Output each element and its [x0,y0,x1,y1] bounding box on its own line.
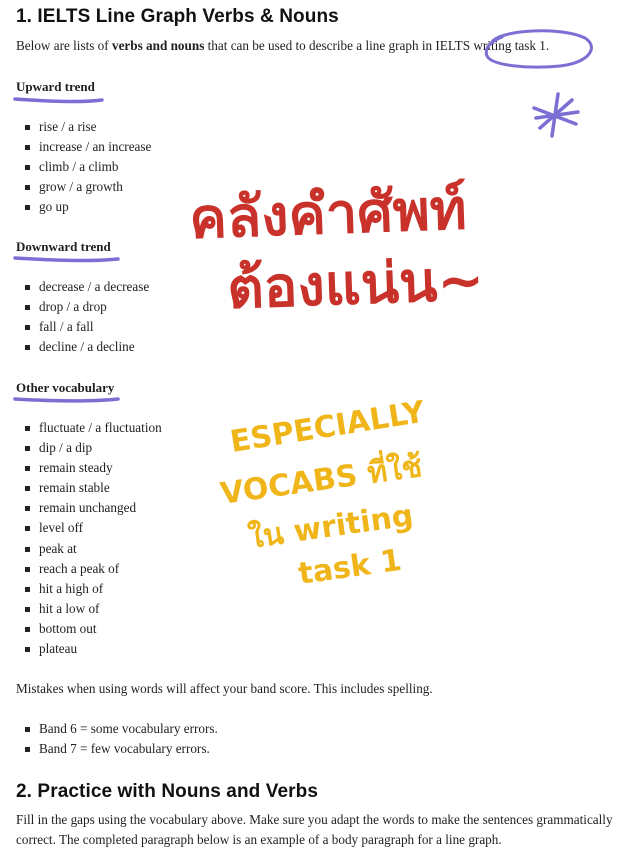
other-vocabulary-list [16,418,162,659]
downward-trend-list [16,277,149,357]
yellow-note-line-3: ใน writing [246,498,416,556]
section-2-heading: 2. Practice with Nouns and Verbs [16,781,319,802]
list-item: decline / a decline [16,337,149,357]
mistakes-text: Mistakes when using words will affect your band score. This includes spelling. [16,681,433,696]
list-item: dip / a dip [16,438,162,458]
yellow-note-line-2: VOCABS ที่ใช้ [218,448,425,512]
underline-downward-trend [15,258,118,261]
list-item: level off [16,518,162,538]
upward-trend-title: Upward trend [16,79,95,94]
list-item: increase / an increase [16,137,151,157]
list-item: remain unchanged [16,498,162,518]
section-1-intro [16,36,549,56]
list-item: decrease / a decrease [16,277,149,297]
thai-note-line-2: ต้องแน่น~ [226,248,486,322]
list-item: bottom out [16,619,162,639]
intro-text-bold: verbs and nouns [111,38,205,53]
section-1-heading: 1. IELTS Line Graph Verbs & Nouns [16,6,339,27]
list-item: grow / a growth [16,177,151,197]
list-item: Band 7 = few vocabulary errors. [16,739,218,759]
intro-text-end: that can be used to describe a line graph in IELTS writing task 1. [204,38,550,53]
purple-star-doodle [534,94,578,136]
intro-text-start: Below are lists of [16,38,112,53]
list-item: hit a high of [16,579,162,599]
list-item: fluctuate / a fluctuation [16,418,162,438]
thai-note-line-1: คลังคำศัพท์ [188,177,468,252]
list-item: remain steady [16,458,162,478]
list-item: climb / a climb [16,157,151,177]
list-item: rise / a rise [16,117,151,137]
yellow-note-line-4: task 1 [296,542,404,592]
section-2-text: Fill in the gaps using the vocabulary above. Make sure you adapt the words to make the sentences grammatically correct. The completed paragraph below is an example of a body paragraph for a line graph. [16,812,613,847]
list-item: fall / a fall [16,317,149,337]
other-vocabulary-title: Other vocabulary [16,380,115,395]
list-item: Band 6 = some vocabulary errors. [16,719,218,739]
band-score-list [16,719,218,759]
list-item: drop / a drop [16,297,149,317]
list-item: go up [16,197,151,217]
downward-trend-title: Downward trend [16,239,111,254]
upward-trend-list [16,117,151,217]
yellow-note-line-1: ESPECIALLY [227,394,428,460]
underline-other-vocabulary [15,399,118,401]
list-item: plateau [16,639,162,659]
list-item: remain stable [16,478,162,498]
list-item: peak at [16,539,162,559]
list-item: hit a low of [16,599,162,619]
list-item: reach a peak of [16,559,162,579]
underline-upward-trend [15,99,102,102]
